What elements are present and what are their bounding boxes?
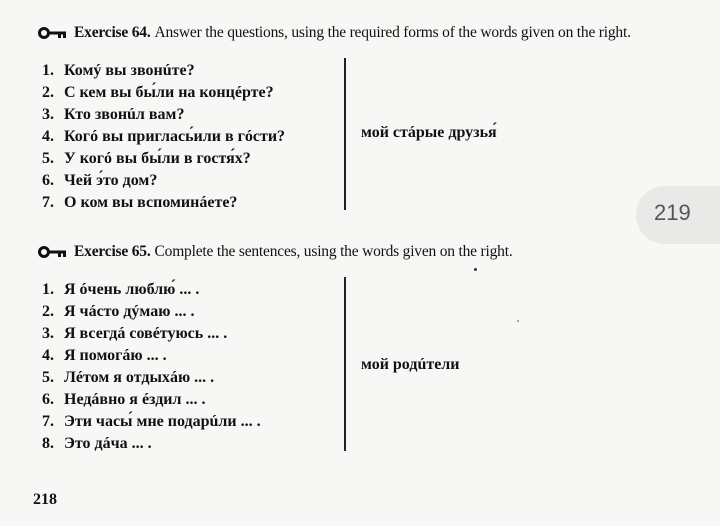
key-icon	[38, 26, 68, 40]
exercise-65-number: Exercise 65.	[74, 243, 151, 260]
page-number: 218	[33, 491, 57, 508]
exercise-65-right-word: мой родúтели	[361, 356, 460, 373]
list-item: 6. Недáвно я éздил ... .	[42, 391, 206, 408]
side-page-number: 219	[654, 200, 691, 225]
list-item: 5. У когó вы бы́ли в гостя́х?	[42, 150, 251, 167]
speck-mark	[474, 268, 477, 271]
exercise-64-list	[42, 60, 285, 214]
list-item: 1. Я óчень люблю́ ... .	[42, 281, 200, 298]
exercise-64-number: Exercise 64.	[74, 24, 151, 41]
speck-mark	[517, 320, 519, 322]
exercise-64-header	[38, 24, 631, 42]
divider-line	[344, 58, 346, 210]
exercise-65-instruction: Complete the sentences, using the words given on the right.	[154, 243, 513, 260]
list-item: 1. Комý вы звонúте?	[42, 62, 195, 79]
list-item: 2. С кем вы бы́ли на концéрте?	[42, 84, 274, 101]
exercise-64-right-word: мой стáрые друзья́	[361, 124, 497, 141]
list-item: 3. Я всегдá совéтуюсь ... .	[42, 325, 228, 342]
exercise-65-list	[42, 279, 261, 455]
list-item: 7. О ком вы вспоминáете?	[42, 194, 238, 211]
exercise-64-instruction: Answer the questions, using the required forms of the words given on the right.	[154, 24, 631, 41]
exercise-65-header	[38, 243, 513, 261]
list-item: 4. Я помогáю ... .	[42, 347, 167, 364]
list-item: 4. Когó вы приглась́или в гóсти?	[42, 128, 286, 145]
side-page-tab[interactable]	[636, 186, 720, 244]
list-item: 5. Лéтом я отдыхáю ... .	[42, 369, 215, 386]
list-item: 8. Это дáча ... .	[42, 435, 152, 452]
list-item: 3. Кто звонúл вам?	[42, 106, 185, 123]
list-item: 6. Чей э́то дом?	[42, 172, 158, 189]
list-item: 7. Эти часы́ мне подарúли ... .	[42, 413, 261, 430]
divider-line	[344, 277, 346, 451]
key-icon	[38, 245, 68, 259]
list-item: 2. Я чáсто дýмаю ... .	[42, 303, 195, 320]
